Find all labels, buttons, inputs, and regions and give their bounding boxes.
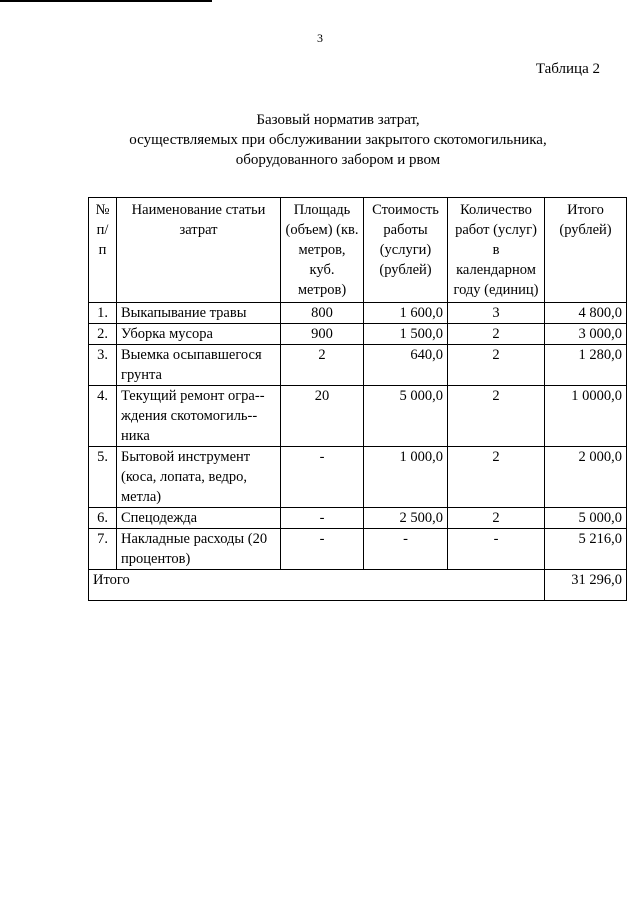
total-label: Итого	[89, 570, 545, 601]
table-header-row	[89, 198, 627, 303]
page-number: 3	[317, 31, 323, 45]
cell-name: Текущий ремонт огра-ждения скотомогиль-ника	[117, 386, 281, 447]
total-row	[89, 570, 627, 601]
cell-name: Спецодежда	[117, 508, 281, 529]
cell-num: 5.	[89, 447, 117, 508]
table-row	[89, 447, 627, 508]
title-line: оборудованного забором и рвом	[235, 152, 441, 168]
cell-qty: -	[448, 529, 545, 570]
cost-table	[88, 197, 627, 601]
cell-total: 2 000,0	[545, 447, 627, 508]
cell-cost: 5 000,0	[364, 386, 448, 447]
header-area: Площадь (объем) (кв. метров, куб. метров)	[281, 198, 364, 303]
cell-num: 7.	[89, 529, 117, 570]
cell-name: Бытовой инструмент (коса, лопата, ведро, метла)	[117, 447, 281, 508]
cell-qty: 2	[448, 324, 545, 345]
header-rule	[0, 0, 212, 2]
cell-num: 4.	[89, 386, 117, 447]
cell-total: 4 800,0	[545, 303, 627, 324]
header-name: Наименование статьи затрат	[117, 198, 281, 303]
cell-total: 1 0000,0	[545, 386, 627, 447]
cell-cost: 640,0	[364, 345, 448, 386]
title-line: осуществляемых при обслуживании закрытого скотомогильника,	[129, 132, 547, 148]
header-cost: Стоимость работы (услуги) (рублей)	[364, 198, 448, 303]
cell-area: -	[281, 447, 364, 508]
cell-num: 1.	[89, 303, 117, 324]
cell-name: Выкапывание травы	[117, 303, 281, 324]
cell-area: 900	[281, 324, 364, 345]
cell-num: 6.	[89, 508, 117, 529]
table-label: Таблица 2	[535, 61, 600, 77]
table-row	[89, 529, 627, 570]
cell-name: Выемка осыпавшегося грунта	[117, 345, 281, 386]
cell-cost: 1 000,0	[364, 447, 448, 508]
table-row	[89, 324, 627, 345]
cell-qty: 2	[448, 447, 545, 508]
table-row	[89, 303, 627, 324]
cell-num: 2.	[89, 324, 117, 345]
cell-qty: 2	[448, 345, 545, 386]
cell-qty: 3	[448, 303, 545, 324]
cell-total: 1 280,0	[545, 345, 627, 386]
total-value: 31 296,0	[545, 570, 627, 601]
cell-total: 5 216,0	[545, 529, 627, 570]
cell-cost: 1 500,0	[364, 324, 448, 345]
header-qty: Количество работ (услуг) в календарном году (единиц)	[448, 198, 545, 303]
document-title	[88, 110, 588, 170]
table-row	[89, 508, 627, 529]
cell-area: -	[281, 529, 364, 570]
cell-total: 5 000,0	[545, 508, 627, 529]
cell-cost: 1 600,0	[364, 303, 448, 324]
header-total: Итого (рублей)	[545, 198, 627, 303]
header-num: № п/п	[89, 198, 117, 303]
cell-cost: -	[364, 529, 448, 570]
cell-cost: 2 500,0	[364, 508, 448, 529]
cell-total: 3 000,0	[545, 324, 627, 345]
title-line: Базовый норматив затрат,	[256, 112, 420, 128]
cell-area: -	[281, 508, 364, 529]
cell-qty: 2	[448, 508, 545, 529]
cell-area: 800	[281, 303, 364, 324]
cell-area: 2	[281, 345, 364, 386]
cell-qty: 2	[448, 386, 545, 447]
cell-area: 20	[281, 386, 364, 447]
cell-name: Уборка мусора	[117, 324, 281, 345]
cell-name: Накладные расходы (20 процентов)	[117, 529, 281, 570]
table-row	[89, 386, 627, 447]
cell-num: 3.	[89, 345, 117, 386]
table-row	[89, 345, 627, 386]
